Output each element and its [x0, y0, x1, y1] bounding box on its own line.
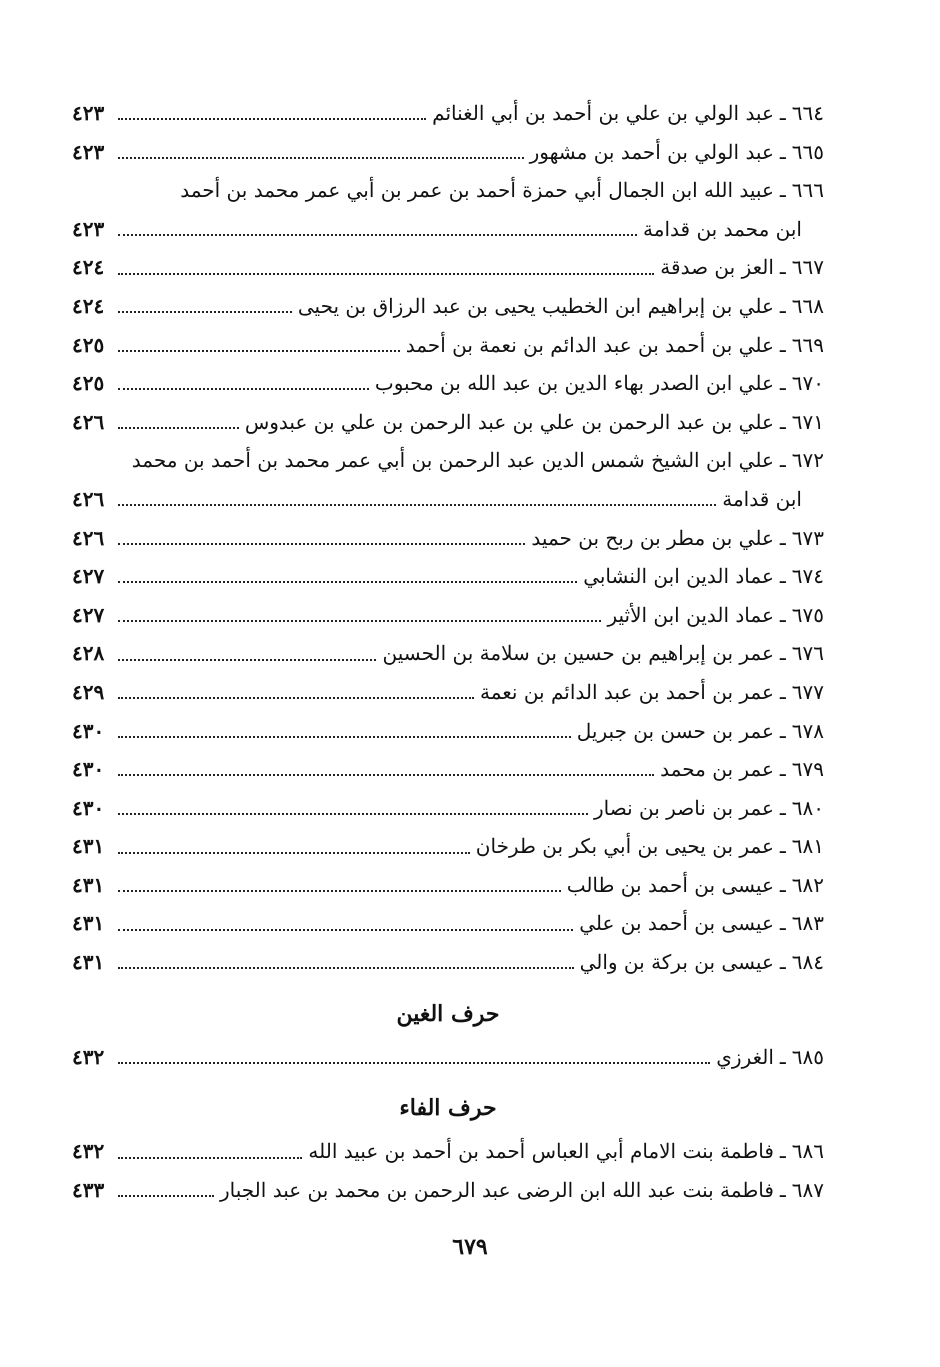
entry-number: ٦٧٦ [791, 641, 824, 666]
leader-dots [118, 659, 376, 661]
toc-entry-row [72, 634, 824, 673]
entry-number: ٦٦٥ [791, 139, 824, 164]
leader-dots [118, 813, 588, 815]
leader-dots [118, 118, 426, 120]
entry-page: ٤٣٠ [72, 718, 105, 743]
entry-name: عبيد الله ابن الجمال أبي حمزة أحمد بن عمر بن أبي عمر محمد بن أحمد [180, 178, 774, 203]
leader-dots [118, 427, 239, 429]
table-of-contents [72, 94, 824, 1209]
leader-dots [118, 1062, 710, 1064]
entry-number: ٦٧٤ [791, 564, 824, 589]
entry-name: عمر بن محمد [660, 757, 774, 782]
leader-dots [118, 774, 654, 776]
section-heading-fa: حرف الفاء [399, 1095, 497, 1122]
entry-dash: ـ [779, 950, 786, 975]
entry-number: ٦٧٢ [791, 448, 824, 473]
entry-dash: ـ [779, 139, 786, 164]
entry-name: علي بن عبد الرحمن بن علي بن عبد الرحمن بن علي بن عبدوس [244, 409, 774, 434]
toc-entry-row [72, 403, 824, 442]
toc-entry-row [72, 789, 824, 828]
entry-name: عمر بن يحيى بن أبي بكر بن طرخان [475, 834, 774, 859]
entry-page: ٤٣١ [72, 950, 105, 975]
entry-name: عيسى بن أحمد بن علي [579, 911, 774, 936]
toc-entry-row [72, 94, 824, 133]
leader-dots [118, 388, 369, 390]
entry-page: ٤٢٧ [72, 564, 105, 589]
entry-name: عماد الدين ابن الأثير [607, 602, 774, 627]
toc-entry-row [72, 866, 824, 905]
entry-name: عمر بن ناصر بن نصار [594, 795, 774, 820]
toc-entry-row [72, 712, 824, 751]
entry-page: ٤٢٣ [72, 101, 105, 125]
entry-name-continued: ابن قدامة [722, 486, 802, 511]
entry-page: ٤٣١ [72, 872, 105, 897]
entry-number: ٦٨٣ [791, 911, 824, 936]
entry-number: ٦٨٧ [791, 1177, 824, 1202]
entry-name: فاطمة بنت الامام أبي العباس أحمد بن أحمد بن عبيد الله [308, 1139, 774, 1164]
entry-dash: ـ [779, 757, 786, 782]
entry-page: ٤٣١ [72, 911, 105, 936]
entry-name: علي ابن الشيخ شمس الدين عبد الرحمن بن أبي عمر محمد بن أحمد بن محمد [131, 448, 774, 473]
entry-dash: ـ [779, 564, 786, 589]
leader-dots [118, 311, 292, 313]
entry-dash: ـ [779, 525, 786, 550]
entry-dash: ـ [779, 718, 786, 743]
toc-entry-row [72, 441, 824, 480]
leader-dots [118, 620, 601, 622]
entry-name: الغرزي [716, 1044, 774, 1069]
page-number: ٦٧٩ [452, 1234, 488, 1260]
entry-dash: ـ [779, 641, 786, 666]
leader-dots [118, 736, 571, 738]
entry-page: ٤٣٠ [72, 757, 105, 782]
entry-dash: ـ [779, 602, 786, 627]
entry-number: ٦٦٦ [791, 178, 824, 203]
entry-dash: ـ [779, 911, 786, 936]
entry-name: علي بن إبراهيم ابن الخطيب يحيى بن عبد الرزاق بن يحيى [297, 293, 774, 318]
entry-number: ٦٨٦ [791, 1139, 824, 1164]
section-heading-ghain: حرف الغين [396, 1000, 500, 1027]
toc-entry-row [72, 171, 824, 210]
entry-name: فاطمة بنت عبد الله ابن الرضى عبد الرحمن بن محمد بن عبد الجبار [219, 1177, 774, 1202]
entry-number: ٦٦٩ [791, 332, 824, 357]
entry-name: علي بن مطر بن ربح بن حميد [531, 525, 774, 550]
toc-entry-row [72, 1038, 824, 1077]
entry-dash: ـ [779, 1044, 786, 1069]
entry-page: ٤٢٨ [72, 641, 105, 666]
entry-name: عماد الدين ابن النشابي [583, 564, 774, 589]
entry-number: ٦٧١ [791, 409, 824, 434]
entry-page: ٤٣٢ [72, 1139, 105, 1164]
toc-entry-row [72, 326, 824, 365]
entry-dash: ـ [779, 834, 786, 859]
leader-dots [118, 350, 400, 352]
entry-number: ٦٧٩ [791, 757, 824, 782]
leader-dots [118, 967, 574, 969]
toc-entry-row [72, 287, 824, 326]
entry-name: عبد الولي بن علي بن أحمد بن أبي الغنائم [432, 101, 774, 125]
entry-page: ٤٣٠ [72, 795, 105, 820]
entry-dash: ـ [779, 293, 786, 318]
entry-name: عيسى بن أحمد بن طالب [566, 872, 774, 897]
entry-page: ٤٣١ [72, 834, 105, 859]
entry-name: العز بن صدقة [660, 255, 774, 280]
toc-entry-row [72, 904, 824, 943]
entry-number: ٦٦٧ [791, 255, 824, 280]
entry-page: ٤٢٧ [72, 602, 105, 627]
entry-number: ٦٧٨ [791, 718, 824, 743]
entry-dash: ـ [779, 371, 786, 396]
entry-dash: ـ [779, 1139, 786, 1164]
toc-entry-row [72, 750, 824, 789]
entry-name: عمر بن إبراهيم بن حسين بن سلامة بن الحسين [382, 641, 774, 666]
entry-page: ٤٢٩ [72, 679, 105, 704]
leader-dots [118, 273, 654, 275]
leader-dots [118, 1157, 302, 1159]
entry-page: ٤٢٣ [72, 139, 105, 164]
entry-page: ٤٢٦ [72, 525, 105, 550]
entry-page: ٤٣٢ [72, 1044, 105, 1069]
toc-entry-continuation [72, 210, 824, 249]
toc-entry-continuation [72, 480, 824, 519]
entry-dash: ـ [779, 101, 786, 125]
leader-dots [118, 1195, 214, 1197]
leader-dots [118, 697, 474, 699]
entry-dash: ـ [779, 409, 786, 434]
entry-dash: ـ [779, 332, 786, 357]
entry-name: علي ابن الصدر بهاء الدين بن عبد الله بن محبوب [374, 371, 774, 396]
entry-name: عمر بن حسن بن جبريل [576, 718, 774, 743]
toc-entry-row [72, 596, 824, 635]
entry-number: ٦٦٤ [791, 101, 824, 125]
entry-page: ٤٢٦ [72, 409, 105, 434]
entry-dash: ـ [779, 255, 786, 280]
toc-entry-row [72, 943, 824, 982]
leader-dots [118, 504, 716, 506]
entry-dash: ـ [779, 679, 786, 704]
toc-entry-row [72, 364, 824, 403]
leader-dots [118, 929, 573, 931]
entry-dash: ـ [779, 795, 786, 820]
leader-dots [118, 543, 525, 545]
entry-dash: ـ [779, 178, 786, 203]
entry-number: ٦٨٥ [791, 1044, 824, 1069]
entry-number: ٦٦٨ [791, 293, 824, 318]
entry-number: ٦٨٤ [791, 950, 824, 975]
leader-dots [118, 890, 561, 892]
entry-page: ٤٢٣ [72, 216, 105, 241]
entries-group-ain [72, 94, 824, 982]
toc-entry-row [72, 557, 824, 596]
leader-dots [118, 234, 637, 236]
toc-entry-row [72, 1171, 824, 1210]
entry-number: ٦٧٣ [791, 525, 824, 550]
entry-name-continued: ابن محمد بن قدامة [643, 216, 802, 241]
leader-dots [118, 157, 524, 159]
entry-dash: ـ [779, 872, 786, 897]
entry-page: ٤٢٤ [72, 255, 105, 280]
entries-group-fa [72, 1132, 824, 1209]
entry-number: ٦٧٠ [791, 371, 824, 396]
entries-group-ghain [72, 1038, 824, 1077]
entry-page: ٤٢٤ [72, 293, 105, 318]
entry-dash: ـ [779, 1177, 786, 1202]
leader-dots [118, 581, 577, 583]
entry-page: ٤٢٦ [72, 486, 105, 511]
entry-page: ٤٢٥ [72, 332, 105, 357]
entry-number: ٦٨٠ [791, 795, 824, 820]
entry-name: عيسى بن بركة بن والي [579, 950, 774, 975]
entry-page: ٤٢٥ [72, 371, 105, 396]
entry-name: علي بن أحمد بن عبد الدائم بن نعمة بن أحمد [405, 332, 774, 357]
leader-dots [118, 852, 470, 854]
entry-number: ٦٧٧ [791, 679, 824, 704]
toc-entry-row [72, 1132, 824, 1171]
entry-page: ٤٣٣ [72, 1177, 105, 1202]
entry-name: عمر بن أحمد بن عبد الدائم بن نعمة [479, 679, 774, 704]
entry-dash: ـ [779, 448, 786, 473]
entry-number: ٦٨٢ [791, 872, 824, 897]
toc-entry-row [72, 133, 824, 172]
toc-entry-row [72, 248, 824, 287]
toc-entry-row [72, 827, 824, 866]
toc-entry-row [72, 673, 824, 712]
entry-number: ٦٧٥ [791, 602, 824, 627]
toc-entry-row [72, 519, 824, 558]
entry-name: عبد الولي بن أحمد بن مشهور [529, 139, 774, 164]
entry-number: ٦٨١ [791, 834, 824, 859]
